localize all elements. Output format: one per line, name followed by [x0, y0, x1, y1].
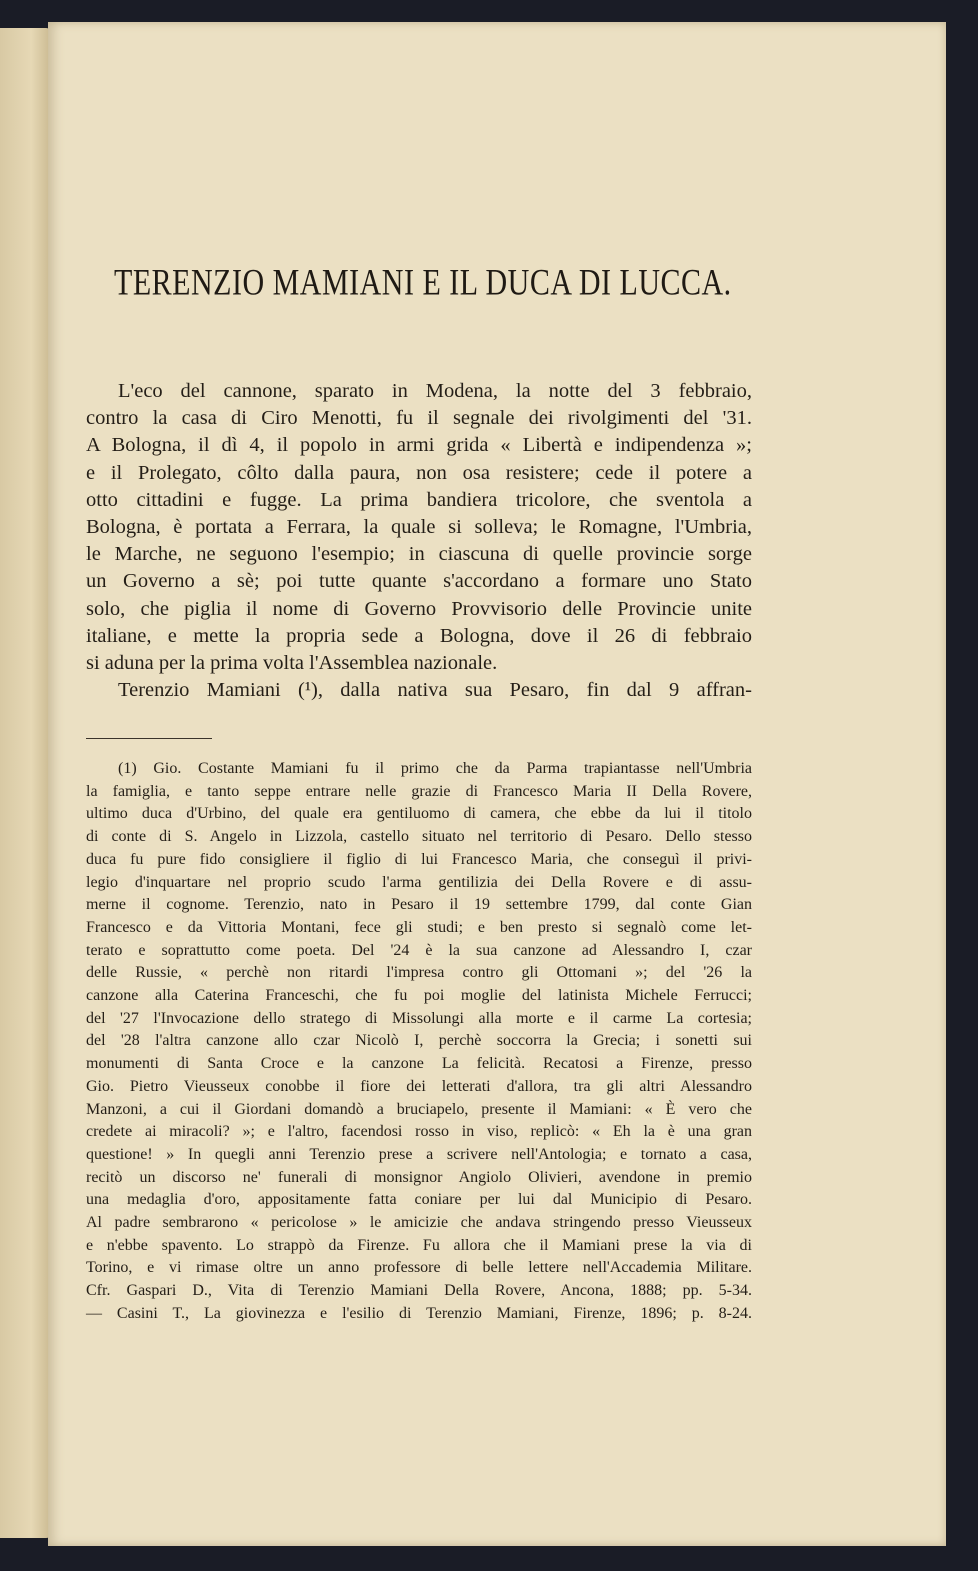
- footnote-line: credete ai miracoli? »; e l'altro, facendosi rosso in viso, replicò: « Eh la è una gran: [86, 1123, 752, 1141]
- body-line: solo, che piglia il nome di Governo Provvisorio delle Provincie unite: [86, 597, 752, 620]
- footnote-line: del '28 l'altra canzone allo czar Nicolò I, perchè soccorra la Grecia; i sonetti sui: [86, 1032, 752, 1050]
- body-line: un Governo a sè; poi tutte quante s'accordano a formare uno Stato: [86, 570, 752, 593]
- footnote-line: legio d'inquartare nel proprio scudo l'arma gentilizia dei Della Rovere e di assu-: [86, 873, 752, 891]
- body-text: [86, 378, 752, 704]
- footnote-rule: [86, 738, 212, 739]
- footnote-line: e n'ebbe spavento. Lo strappò da Firenze. Fu allora che il Mamiani prese la via di: [86, 1236, 752, 1254]
- footnote-line: del '27 l'Invocazione dello stratego di Missolungi alla morte e il carme La cortesia;: [86, 1009, 752, 1027]
- previous-page-edge: [0, 28, 52, 1538]
- body-line: Bologna, è portata a Ferrara, la quale si solleva; le Romagne, l'Umbria,: [86, 516, 752, 539]
- footnote-line: delle Russie, « perchè non ritardi l'impresa contro gli Ottomani »; del '26 la: [86, 964, 752, 982]
- footnote-line: (1) Gio. Costante Mamiani fu il primo che da Parma trapiantasse nell'Umbria: [118, 760, 752, 777]
- footnote-line: duca fu pure fido consigliere il figlio di lui Francesco Maria, che conseguì il privi-: [86, 850, 752, 868]
- footnote-line: Torino, e vi rimase oltre un anno professore di belle lettere nell'Accademia Militare.: [86, 1259, 752, 1277]
- body-line: le Marche, ne seguono l'esempio; in ciascuna di quelle provincie sorge: [86, 543, 752, 566]
- footnote-line: canzone alla Caterina Franceschi, che fu poi moglie del latinista Michele Ferrucci;: [86, 987, 752, 1005]
- body-line: otto cittadini e fugge. La prima bandiera tricolore, che sventola a: [86, 488, 752, 511]
- footnote-line: Gio. Pietro Vieusseux conobbe il fiore dei letterati d'allora, tra gli altri Alessandro: [86, 1077, 752, 1095]
- footnote-line: una medaglia d'oro, appositamente fatta coniare per lui dal Municipio di Pesaro.: [86, 1191, 752, 1209]
- body-line: L'eco del cannone, sparato in Modena, la notte del 3 febbraio,: [118, 380, 752, 402]
- footnote-line: Manzoni, a cui il Giordani domandò a bruciapelo, presente il Mamiani: « È vero che: [86, 1100, 752, 1118]
- footnote-line: ultimo duca d'Urbino, del quale era gentiluomo di camera, che ebbe da lui il titolo: [86, 805, 752, 823]
- footnote-line: questione! » In quegli anni Terenzio prese a scrivere nell'Antologia; e tornato a casa,: [86, 1145, 752, 1163]
- chapter-title: TERENZIO MAMIANI E IL DUCA DI LUCCA.: [114, 262, 732, 304]
- body-line: italiane, e mette la propria sede a Bologna, dove il 26 di febbraio: [86, 624, 752, 647]
- footnote-line: terato e soprattutto come poeta. Del '24 è la sua canzone ad Alessandro I, czar: [86, 941, 752, 959]
- footnote-line: recitò un discorso ne' funerali di monsignor Angiolo Olivieri, avendone in premio: [86, 1168, 752, 1186]
- footnote: [86, 758, 752, 1326]
- footnote-line: Cfr. Gaspari D., Vita di Terenzio Mamiani Della Rovere, Ancona, 1888; pp. 5-34.: [86, 1282, 752, 1300]
- footnote-line: — Casini T., La giovinezza e l'esilio di Terenzio Mamiani, Firenze, 1896; p. 8-24.: [86, 1304, 752, 1322]
- body-line: A Bologna, il dì 4, il popolo in armi grida « Libertà e indipendenza »;: [86, 434, 752, 457]
- body-line: contro la casa di Ciro Menotti, fu il segnale dei rivolgimenti del '31.: [86, 407, 752, 430]
- body-line: Terenzio Mamiani (¹), dalla nativa sua Pesaro, fin dal 9 affran-: [118, 679, 752, 702]
- footnote-line: di conte di S. Angelo in Lizzola, castello situato nel territorio di Pesaro. Dello stesso: [86, 828, 752, 846]
- book-page: [48, 22, 946, 1546]
- footnote-line: Al padre sembrarono « pericolose » le amicizie che andava stringendo presso Vieusseux: [86, 1214, 752, 1232]
- footnote-line: merne il cognome. Terenzio, nato in Pesaro il 19 settembre 1799, dal conte Gian: [86, 896, 752, 914]
- body-line: si aduna per la prima volta l'Assemblea nazionale.: [86, 652, 498, 675]
- footnote-line: monumenti di Santa Croce e la canzone La felicità. Recatosi a Firenze, presso: [86, 1055, 752, 1073]
- footnote-line: Francesco e da Vittoria Montani, fece gli studi; e ben presto si segnalò come let-: [86, 918, 752, 936]
- body-line: e il Prolegato, côlto dalla paura, non osa resistere; cede il potere a: [86, 461, 752, 484]
- footnote-line: la famiglia, e tanto seppe entrare nelle grazie di Francesco Maria II Della Rovere,: [86, 782, 752, 800]
